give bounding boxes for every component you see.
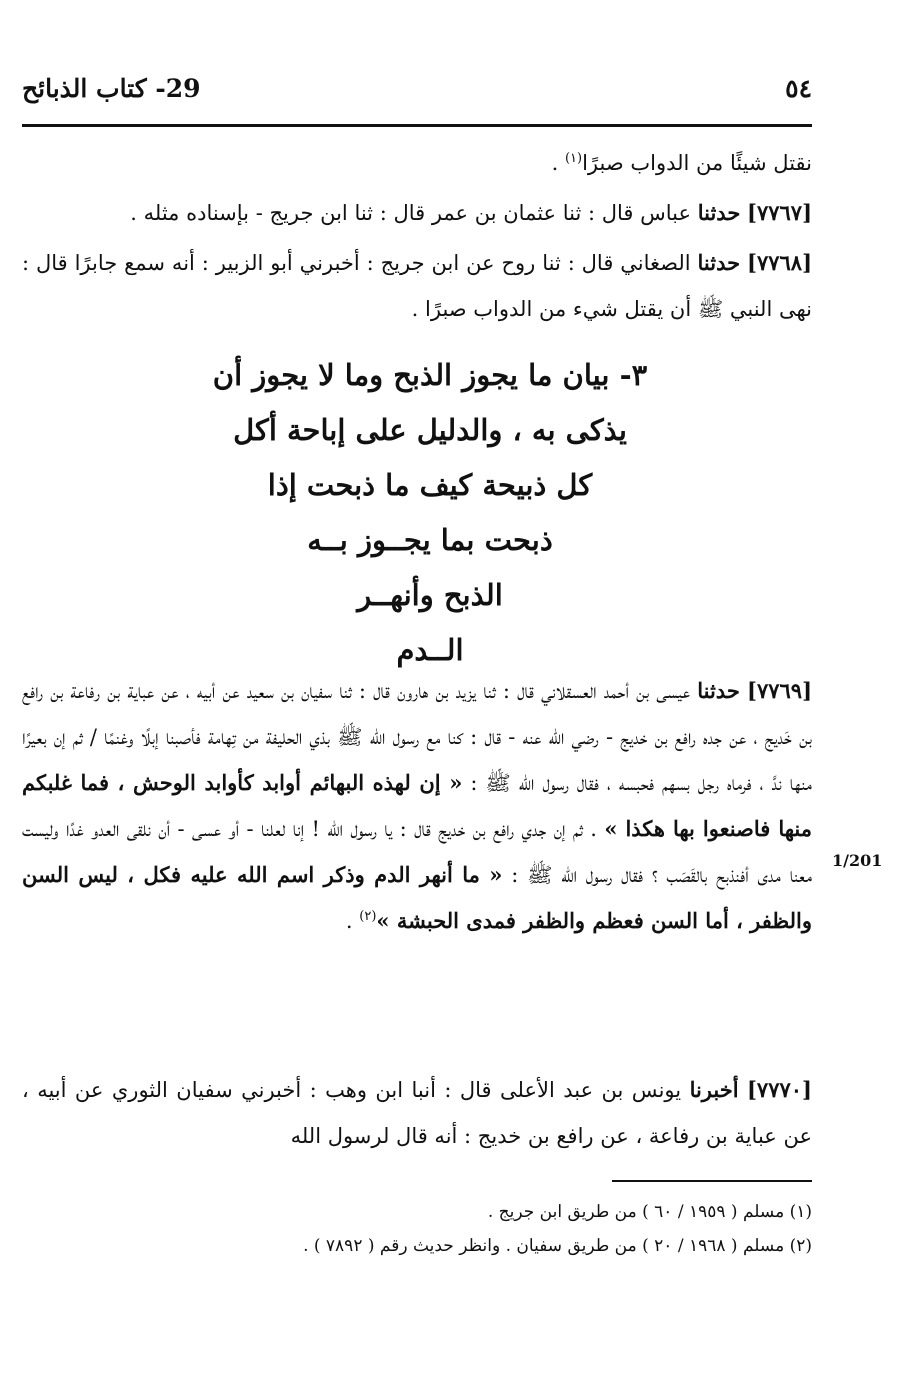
hadith-paragraph xyxy=(22,1067,812,1159)
footnote-1: (١) مسلم ( ١٩٥٩ / ٦٠ ) من طريق ابن جريج . xyxy=(487,1202,812,1222)
narration-keyword: حدثنا xyxy=(697,250,741,275)
hadith-number: [٧٧٧٠] xyxy=(746,1077,812,1102)
hadith-paragraph xyxy=(22,668,812,944)
intro-text: نقتل شيئًا من الدواب صبرًا xyxy=(582,151,812,175)
hadith-7768 xyxy=(22,240,812,332)
page-number: ٥٤ xyxy=(785,74,812,103)
hadith-7767 xyxy=(22,190,812,236)
chapter-heading-line: ذبحت بما يجــوز بــه xyxy=(307,523,553,557)
hadith-text: . ثم إن جدي رافع بن خديج قال : يا رسول الله ! إنا لعلنا - أو عسى - أن نلقى العدو غدًا وليست معنا مدى أفنذبح بالقَصَب ؟ فقال رسول الله ﷺ : xyxy=(22,817,812,887)
hadith-end: . xyxy=(345,909,360,933)
footnote-ref-2: (٢) xyxy=(359,909,377,924)
narration-keyword: حدثنا xyxy=(697,678,740,703)
header-divider xyxy=(22,124,812,127)
hadith-7770 xyxy=(22,1067,812,1159)
chapter-heading-line: الذبح وأنهــر xyxy=(357,578,503,612)
running-header xyxy=(22,74,812,114)
chapter-heading-line: ٣- بيان ما يجوز الذبح وما لا يجوز أن xyxy=(212,358,648,392)
intro-end: . xyxy=(551,151,565,175)
chapter-heading xyxy=(170,348,690,678)
hadith-text: يونس بن عبد الأعلى قال : أنبا ابن وهب : أخبرني سفيان الثوري عن أبيه ، عن عباية بن رفاعة ، عن رافع بن خديج : أنه قال لرسول الله xyxy=(22,1078,812,1148)
manuscript-folio-note: 1/201 xyxy=(832,851,883,870)
hadith-text: عباس قال : ثنا عثمان بن عمر قال : ثنا ابن جريج - بإسناده مثله . xyxy=(130,201,698,225)
hadith-number: [٧٧٦٨] xyxy=(747,250,812,275)
hadith-7769 xyxy=(22,668,812,944)
hadith-text: الصغاني قال : ثنا روح عن ابن جريج : أخبرني أبو الزبير : أنه سمع جابرًا قال : نهى النبي ﷺ أن يقتل شيء من الدواب صبرًا . xyxy=(22,251,812,321)
chapter-heading-line: الــدم xyxy=(396,633,464,667)
main-text-top xyxy=(22,140,812,332)
footnotes xyxy=(22,1195,812,1263)
narration-keyword: أخبرنا xyxy=(689,1077,739,1102)
prophetic-quote: « ما أنهر الدم وذكر اسم الله عليه فكل ، ليس السن والظفر ، أما السن فعظم والظفر فمدى الحبشة » xyxy=(22,862,812,933)
footnote-2: (٢) مسلم ( ١٩٦٨ / ٢٠ ) من طريق سفيان . وانظر حديث رقم ( ٧٨٩٢ ) . xyxy=(303,1236,812,1256)
hadith-text: عيسى بن أحمد العسقلاني قال : ثنا يزيد بن هارون قال : ثنا سفيان بن سعيد عن أبيه ، عن عباية بن رفاعة بن رافع بن خَديج ، عن جده رافع بن خديج - رضي الله عنه - قال : كنا مع رسول الله ﷺ بذي الحليفة من تِهامة فأصبنا إبلًا وغنمًا / ثم إن بعيرًا منها ندَّ ، فرماه رجل بسهم فحبسه ، فقال رسول الله ﷺ : xyxy=(22,679,812,795)
hadith-number: [٧٧٦٩] xyxy=(747,678,812,703)
chapter-heading-line: يذكى به ، والدليل على إباحة أكل xyxy=(233,413,627,447)
narration-keyword: حدثنا xyxy=(697,200,741,225)
chapter-running-title: 29- كتاب الذبائح xyxy=(22,74,201,103)
hadith-number: [٧٧٦٧] xyxy=(747,200,812,225)
footnote-divider xyxy=(612,1180,812,1182)
chapter-heading-line: كل ذبيحة كيف ما ذبحت إذا xyxy=(267,468,593,502)
prophetic-quote: « إن لهذه البهائم أوابد كأوابد الوحش ، فما غلبكم منها فاصنعوا بها هكذا » xyxy=(22,770,812,841)
intro-line xyxy=(22,140,812,186)
footnote-ref-1: (١) xyxy=(564,151,583,166)
